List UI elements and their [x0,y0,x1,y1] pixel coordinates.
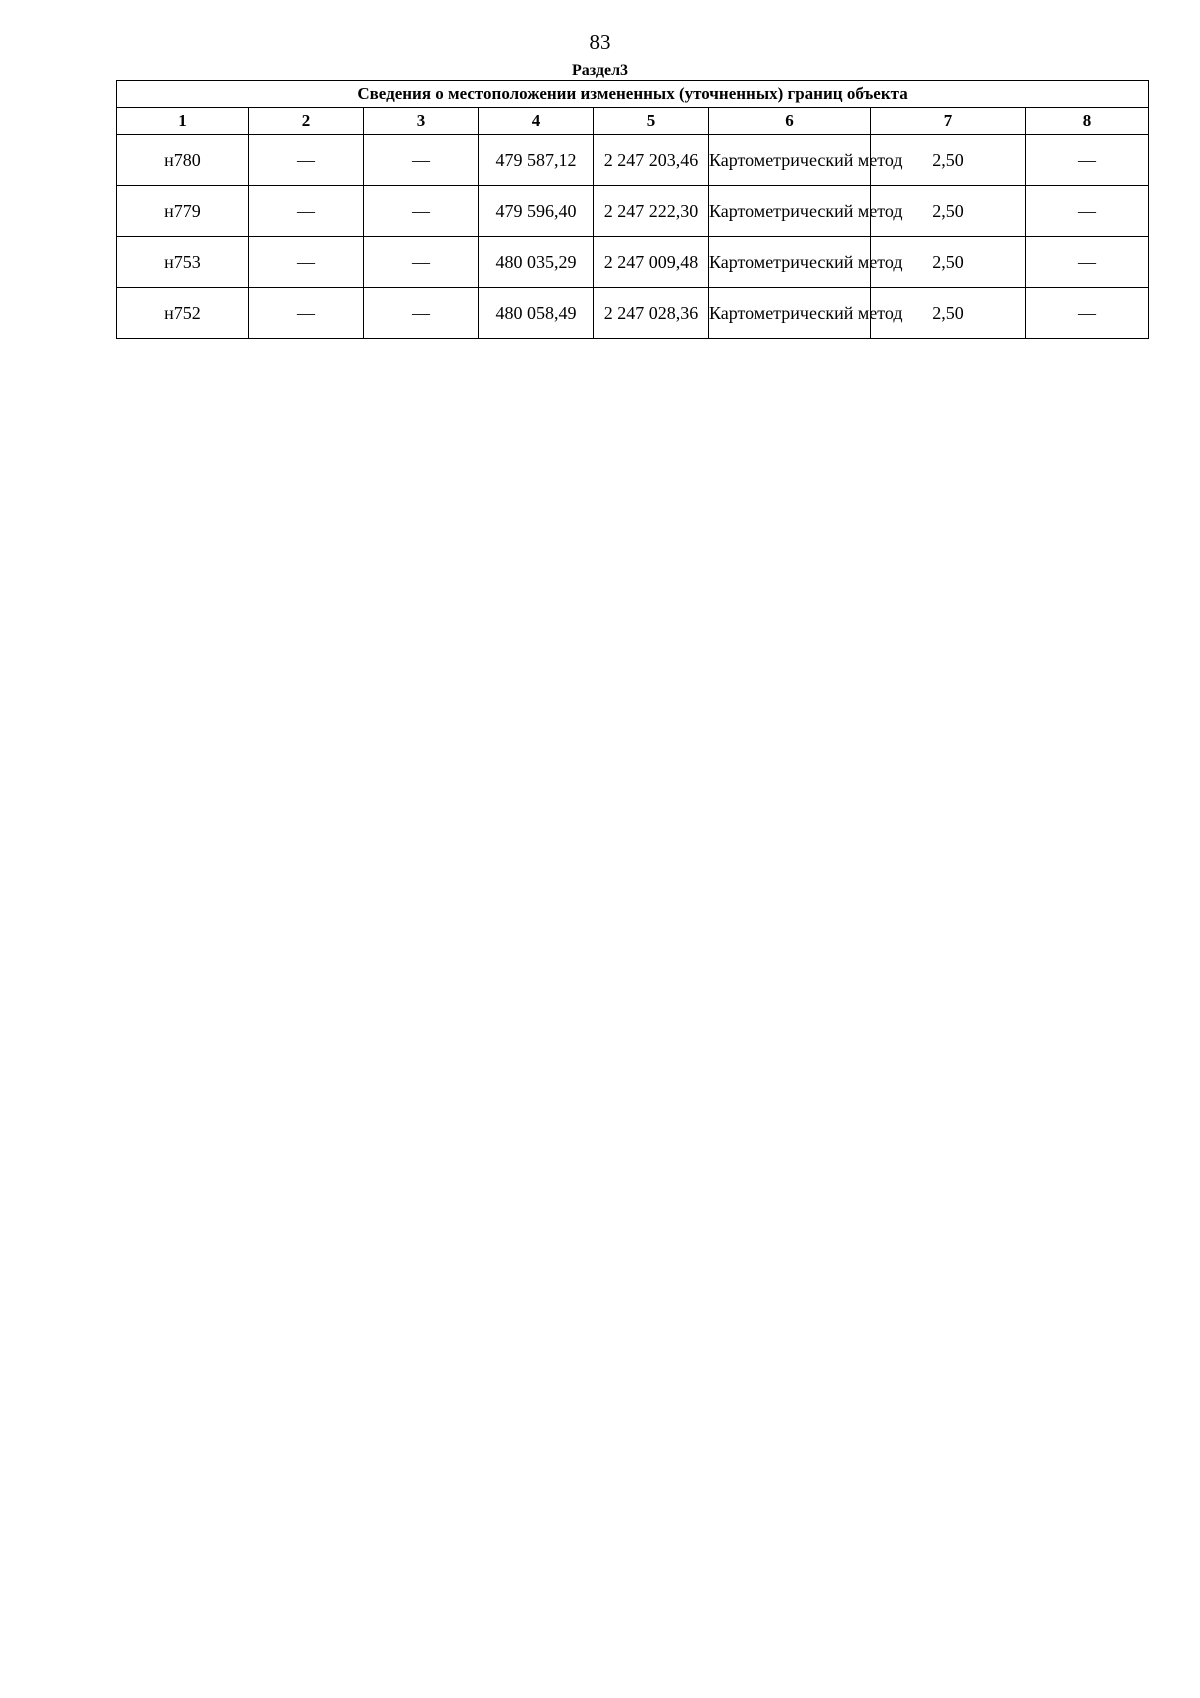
column-number-7: 7 [871,108,1026,135]
page-number: 83 [589,30,611,54]
point-cell: н780 [117,135,249,186]
accuracy-cell: 2,50 [871,135,1026,186]
column-2-cell: — [249,186,364,237]
section-title: Раздел3 [571,62,629,79]
table-caption: Сведения о местоположении измененных (уточненных) границ объекта [117,81,1149,108]
column-2-cell: — [249,288,364,339]
y-coordinate-cell: 2 247 028,36 [594,288,709,339]
column-number-3: 3 [364,108,479,135]
method-cell: Картометрический метод [709,186,871,237]
column-3-cell: — [364,288,479,339]
point-cell: н779 [117,186,249,237]
column-2-cell: — [249,237,364,288]
column-8-cell: — [1026,237,1149,288]
x-coordinate-cell: 480 058,49 [479,288,594,339]
method-cell: Картометрический метод [709,288,871,339]
column-number-5: 5 [594,108,709,135]
point-cell: н753 [117,237,249,288]
column-3-cell: — [364,186,479,237]
column-number-1: 1 [117,108,249,135]
column-3-cell: — [364,135,479,186]
column-8-cell: — [1026,186,1149,237]
accuracy-cell: 2,50 [871,237,1026,288]
x-coordinate-cell: 479 587,12 [479,135,594,186]
column-8-cell: — [1026,288,1149,339]
accuracy-cell: 2,50 [871,186,1026,237]
column-number-6: 6 [709,108,871,135]
column-number-2: 2 [249,108,364,135]
x-coordinate-cell: 480 035,29 [479,237,594,288]
method-cell: Картометрический метод [709,135,871,186]
table-row [117,288,1149,339]
method-cell: Картометрический метод [709,237,871,288]
table-row [117,186,1149,237]
y-coordinate-cell: 2 247 009,48 [594,237,709,288]
boundary-coordinates-table [116,80,1149,339]
column-8-cell: — [1026,135,1149,186]
accuracy-cell: 2,50 [871,288,1026,339]
column-2-cell: — [249,135,364,186]
y-coordinate-cell: 2 247 203,46 [594,135,709,186]
column-number-8: 8 [1026,108,1149,135]
column-3-cell: — [364,237,479,288]
table-row [117,135,1149,186]
y-coordinate-cell: 2 247 222,30 [594,186,709,237]
table-row [117,237,1149,288]
column-number-4: 4 [479,108,594,135]
point-cell: н752 [117,288,249,339]
x-coordinate-cell: 479 596,40 [479,186,594,237]
